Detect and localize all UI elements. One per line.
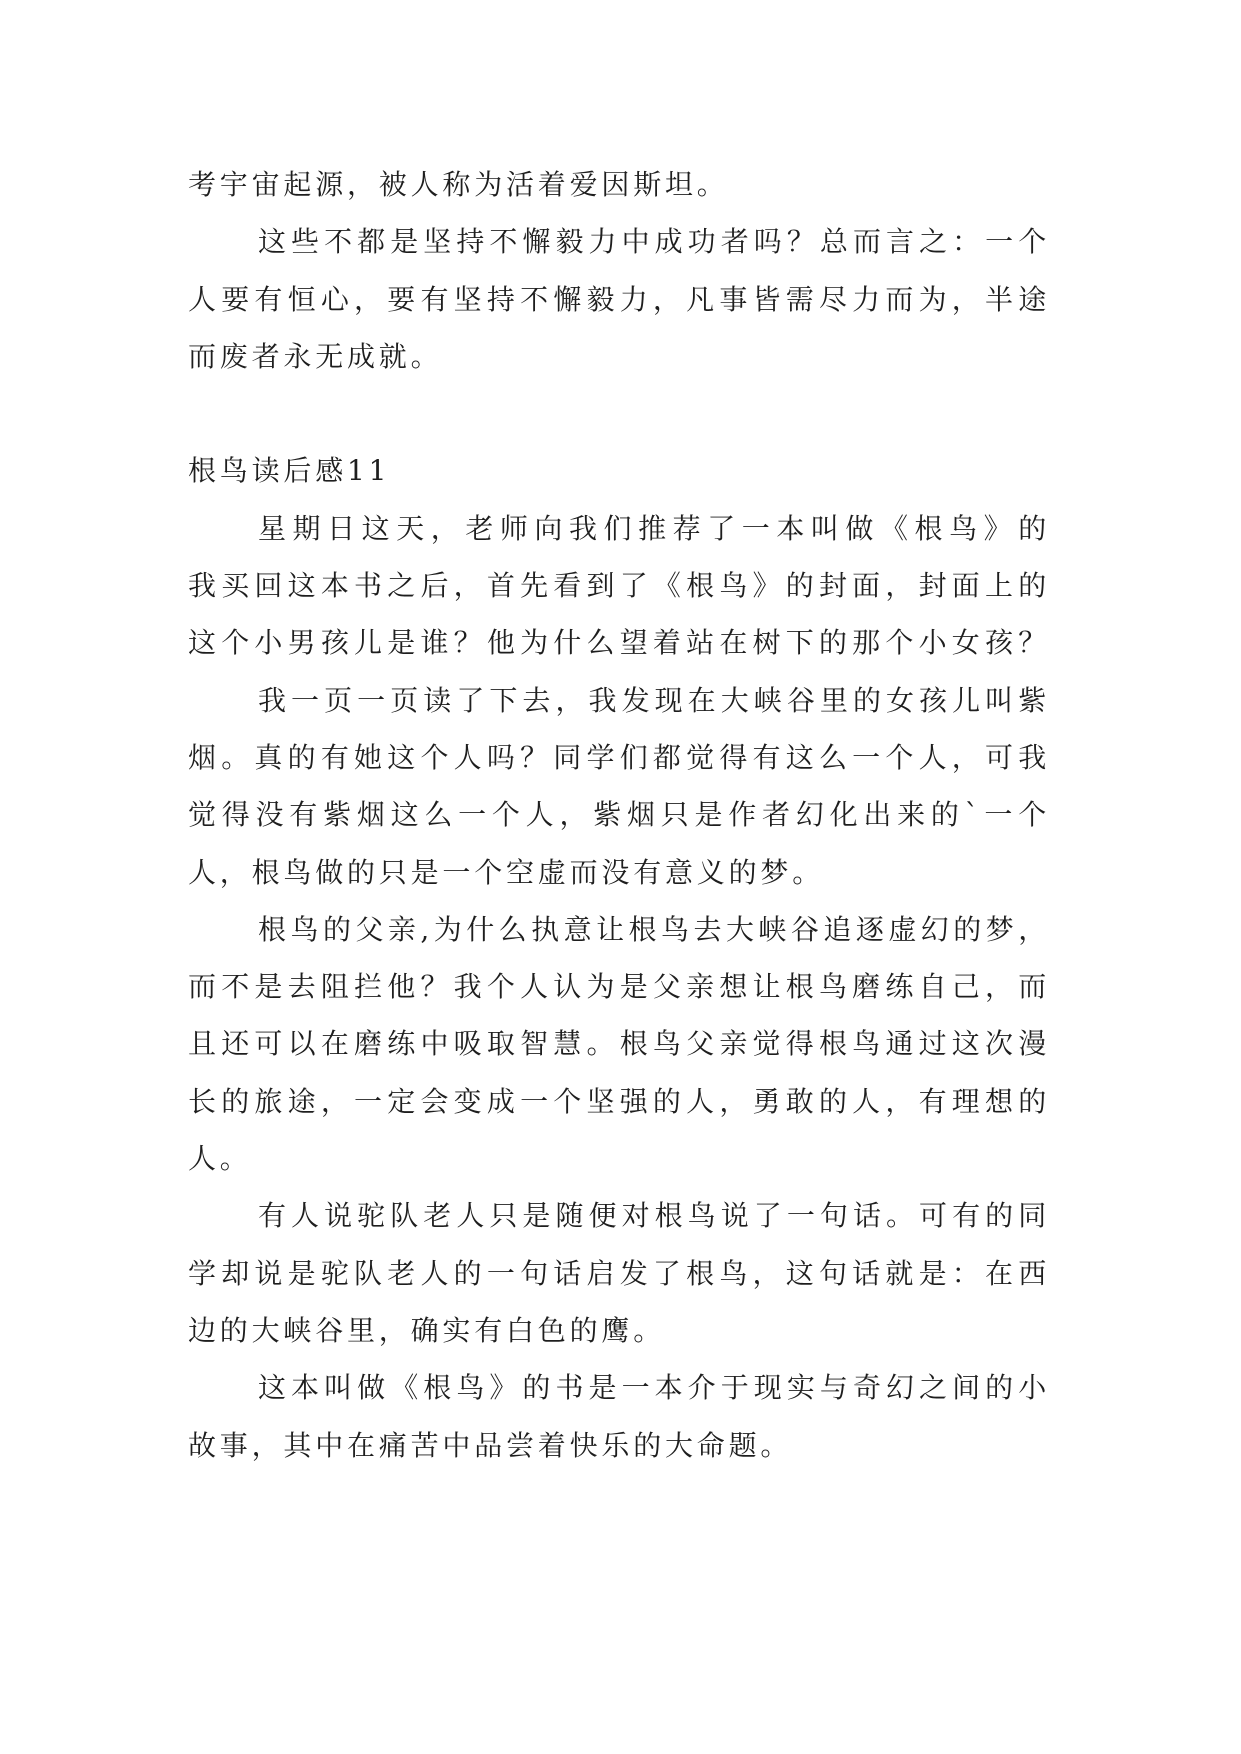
text-line: 考宇宙起源，被人称为活着爱因斯坦。 (188, 168, 729, 201)
text-line: 人。 (188, 1142, 252, 1176)
paragraph (188, 901, 1050, 1187)
text-line: 而不是去阻拦他？我个人认为是父亲想让根鸟磨练自己，而 (188, 970, 1050, 1004)
paragraph (188, 672, 1050, 901)
text-line: 有人说驼队老人只是随便对根鸟说了一句话。可有的同 (258, 1199, 1050, 1233)
text-line: 根鸟的父亲,为什么执意让根鸟去大峡谷追逐虚幻的梦， (258, 912, 1050, 946)
text-line: 这个小男孩儿是谁？他为什么望着站在树下的那个小女孩？ (188, 626, 1050, 660)
text-line: 而废者永无成就。 (188, 339, 443, 373)
paragraph (188, 500, 1050, 672)
essay-section (188, 442, 1050, 1473)
document-body (188, 156, 1050, 1474)
text-line: 人，根鸟做的只是一个空虚而没有意义的梦。 (188, 855, 825, 889)
text-line: 学却说是驼队老人的一句话启发了根鸟，这句话就是：在西 (188, 1256, 1050, 1290)
essay-title: 根鸟读后感11 (188, 454, 391, 488)
paragraph (188, 156, 1050, 213)
text-line: 长的旅途，一定会变成一个坚强的人，勇敢的人，有理想的 (188, 1084, 1050, 1118)
text-line: 我买回这本书之后，首先看到了《根鸟》的封面，封面上的 (188, 569, 1050, 603)
text-line: 星期日这天，老师向我们推荐了一本叫做《根鸟》的 (258, 511, 1050, 545)
text-line: 边的大峡谷里，确实有白色的鹰。 (188, 1313, 666, 1347)
text-line: 我一页一页读了下去，我发现在大峡谷里的女孩儿叫紫 (258, 683, 1050, 717)
text-line: 这些不都是坚持不懈毅力中成功者吗？总而言之：一个 (258, 225, 1050, 259)
text-line: 人要有恒心，要有坚持不懈毅力，凡事皆需尽力而为，半途 (188, 282, 1050, 316)
paragraph (188, 1359, 1050, 1474)
paragraph (188, 213, 1050, 385)
text-line: 且还可以在磨练中吸取智慧。根鸟父亲觉得根鸟通过这次漫 (188, 1027, 1050, 1061)
paragraph (188, 1187, 1050, 1359)
text-line: 烟。真的有她这个人吗？同学们都觉得有这么一个人，可我 (188, 740, 1050, 774)
intro-section (188, 156, 1050, 385)
text-line: 这本叫做《根鸟》的书是一本介于现实与奇幻之间的小 (258, 1371, 1050, 1405)
text-line: 觉得没有紫烟这么一个人，紫烟只是作者幻化出来的`一个 (188, 798, 1050, 832)
text-line: 故事，其中在痛苦中品尝着快乐的大命题。 (188, 1428, 793, 1462)
